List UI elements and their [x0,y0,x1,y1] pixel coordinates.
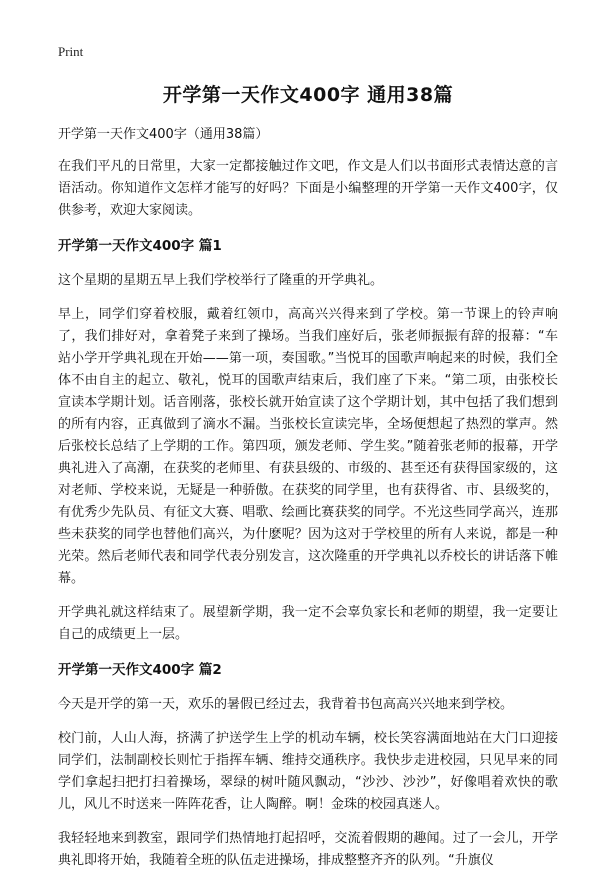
page-title: 开学第一天作文400字 通用38篇 [162,84,454,106]
intro-paragraph: 在我们平凡的日常里，大家一定都接触过作文吧，作文是人们以书面形式表情达意的言语活动。你知道作文怎样才能写的好吗？下面是小编整理的开学第一天作文400字，仅供参考，欢迎大家阅读。 [58,159,558,218]
print-label[interactable]: Print [58,44,84,59]
body-paragraph: 我轻轻地来到教室，跟同学们热情地打起招呼，交流着假期的趣闻。过了一会儿，开学典礼即将开始，我随着全班的队伍走进操场，排成整整齐齐的队列。“升旗仪 [58,831,558,868]
section-heading: 开学第一天作文400字 篇2 [58,662,222,678]
section-heading: 开学第一天作文400字 篇1 [58,238,222,254]
body-paragraph: 这个星期的星期五早上我们学校举行了隆重的开学典礼。 [58,273,384,288]
body-paragraph: 今天是开学的第一天，欢乐的暑假已经过去，我背着书包高高兴兴地来到学校。 [58,697,514,712]
body-paragraph: 早上，同学们穿着校服，戴着红领巾，高高兴兴得来到了学校。第一节课上的铃声响了，我们排好对，拿着凳子来到了操场。当我们座好后，张老师振振有辞的报幕：“车站小学开学典礼现在开始——第一项，奏国歌。”当悦耳的国歌声响起来的时候，我们全体不由自主的起立、敬礼，悦耳的国歌声结束后，我们座了下来。“第二项，由张校长宣读本学期计划。话音刚落，张校长就开始宣读了这个学期计划，其中包括了我们想到的所有内容，正真做到了滴水不漏。当张校长宣读完毕，全场便想起了热烈的掌声。然后张校长总结了上学期的工作。第四项，颁发老师、学生奖。”随着张老师的报幕，开学典礼进入了高潮，在获奖的老师里、有获县级的、市级的、甚至还有获得国家级的，这对老师、学校来说，无疑是一种骄傲。在获奖的同学里，也有获得省、市、县级奖的，有优秀少先队员、有征文大赛、唱歌、绘画比赛获奖的同学。不光这些同学高兴，连那些未获奖的同学也替他们高兴，为什麽呢？因为这对于学校里的所有人来说，都是一种光荣。然后老师代表和同学代表分别发言，这次隆重的开学典礼以乔校长的讲话落下帷幕。 [58,307,558,586]
body-paragraph: 开学典礼就这样结束了。展望新学期，我一定不会辜负家长和老师的期望，我一定要让自己的成绩更上一层。 [58,605,558,642]
body-paragraph: 校门前，人山人海，挤满了护送学生上学的机动车辆，校长笑容满面地站在大门口迎接同学们，法制副校长则忙于指挥车辆、维持交通秩序。我快步走进校园，只见早来的同学们拿起扫把打扫着操场，翠绿的树叶随风飘动，“沙沙、沙沙”，好像唱着欢快的歌儿，风儿不时送来一阵阵花香，让人陶醉。啊！金珠的校园真迷人。 [58,731,558,812]
page-subtitle: 开学第一天作文400字（通用38篇） [58,127,269,142]
